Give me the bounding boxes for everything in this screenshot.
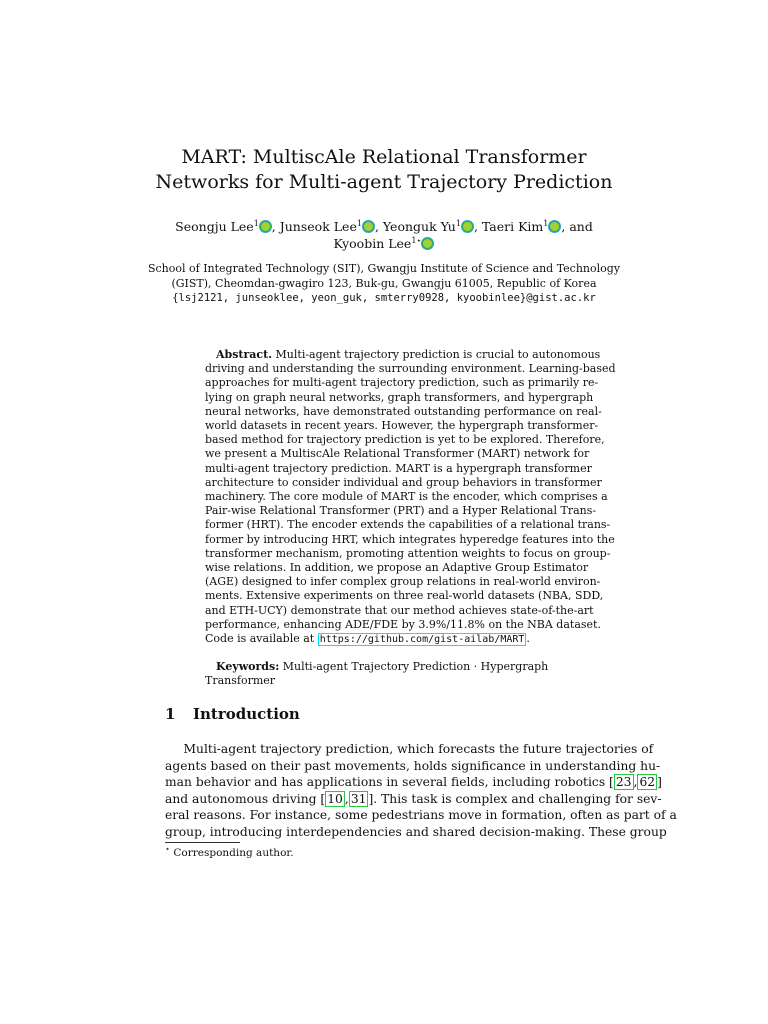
orcid-icon[interactable] <box>422 238 433 249</box>
abstract-line: transformer mechanism, promoting attention weights to focus on group- <box>205 546 611 560</box>
intro-paragraph <box>165 741 677 840</box>
section-title: Introduction <box>193 705 300 723</box>
citation-link[interactable]: 31 <box>350 791 367 806</box>
affiliation-line-2: (GIST), Cheomdan-gwagiro 123, Buk-gu, Gwangju 61005, Republic of Korea <box>171 276 597 290</box>
affiliation-line-1: School of Integrated Technology (SIT), Gwangju Institute of Science and Technology <box>147 262 621 275</box>
citation-link[interactable]: 10 <box>327 791 343 806</box>
author-line-2 <box>130 235 638 252</box>
abstract-line: we present a MultiscAle Relational Transformer (MART) network for <box>205 447 590 461</box>
footnote-mark: ⋆ <box>165 844 171 854</box>
keywords <box>205 660 567 688</box>
author-name: Yeonguk Yu <box>382 219 456 234</box>
title-line-2: Networks for Multi-agent Trajectory Prediction <box>155 171 613 193</box>
section-number: 1 <box>165 705 176 723</box>
abstract-line: former by introducing HRT, which integrates hyperedge features into the <box>205 532 615 546</box>
section-heading <box>165 704 300 724</box>
citation-link[interactable]: 23 <box>615 775 632 789</box>
abstract-line: wise relations. In addition, we propose an Adaptive Group Estimator <box>205 561 589 575</box>
intro-line: group, introducing interdependencies and shared decision-making. These group <box>165 824 667 839</box>
author-affil-mark: 1 <box>455 218 461 228</box>
orcid-icon[interactable] <box>363 221 374 232</box>
abstract-line: and ETH-UCY) demonstrate that our method achieves state-of-the-art <box>205 603 594 617</box>
author-emails: {lsj2121, junseoklee, yeon_guk, smterry0928, kyoobinlee}@gist.ac.kr <box>172 292 596 304</box>
intro-line: man behavior and has applications in several fields, including robotics [ 23 , 62 ] <box>165 775 662 789</box>
abstract-line: (AGE) designed to infer complex group relations in real-world environ- <box>205 575 601 589</box>
orcid-icon[interactable] <box>462 221 473 232</box>
keywords-label: Keywords: <box>216 660 280 673</box>
orcid-icon[interactable] <box>260 221 271 232</box>
footnote-text: Corresponding author. <box>173 847 294 859</box>
abstract-line: Abstract. Multi-agent trajectory prediction is crucial to autonomous <box>216 348 601 361</box>
author-name: Taeri Kim <box>481 219 544 234</box>
citation-link[interactable]: 62 <box>639 775 656 789</box>
intro-line: Multi-agent trajectory prediction, which forecasts the future trajectories of <box>183 742 654 756</box>
abstract-line: ments. Extensive experiments on three real-world datasets (NBA, SDD, <box>205 589 604 603</box>
abstract-line: neural networks, have demonstrated outstanding performance on real- <box>205 404 602 418</box>
keywords-text: Multi-agent Trajectory Prediction · Hypergraph Transformer <box>205 660 549 687</box>
abstract-line: world datasets in recent years. However, the hypergraph transformer- <box>205 419 599 433</box>
abstract-line: performance, enhancing ADE/FDE by 3.9%/11.8% on the NBA dataset. <box>205 617 601 631</box>
footnote-rule <box>165 842 240 843</box>
author-name: Kyoobin Lee <box>333 236 412 251</box>
abstract-line: Pair-wise Relational Transformer (PRT) and a Hyper Relational Trans- <box>205 504 597 518</box>
abstract-code-line: Code is available at https://github.com/gist-ailab/MART . <box>205 632 530 646</box>
author-list <box>130 218 638 252</box>
paper-title <box>120 145 648 195</box>
abstract <box>205 348 616 647</box>
author-name: Seongju Lee <box>175 219 254 234</box>
footnote <box>165 846 294 860</box>
abstract-line: approaches for multi-agent trajectory prediction, such as primarily re- <box>205 376 599 390</box>
intro-line: and autonomous driving [ 10 , 31 ]. This task is complex and challenging for sev- <box>165 791 662 806</box>
abstract-line: lying on graph neural networks, graph transformers, and hypergraph <box>205 390 594 404</box>
code-link[interactable]: https://github.com/gist-ailab/MART <box>319 634 525 646</box>
affiliation <box>110 262 658 306</box>
abstract-line: former (HRT). The encoder extends the capabilities of a relational trans- <box>205 518 611 532</box>
author-affil-mark: 1 <box>356 218 362 228</box>
abstract-line: machinery. The core module of MART is the encoder, which comprises a <box>205 490 608 504</box>
author-affil-mark: 1 <box>543 218 549 228</box>
abstract-line: driving and understanding the surrounding environment. Learning-based <box>205 362 616 376</box>
abstract-line: multi-agent trajectory prediction. MART is a hypergraph transformer <box>205 461 592 475</box>
intro-line: eral reasons. For instance, some pedestrians move in formation, often as part of a <box>165 808 677 822</box>
title-line-1: MART: MultiscAle Relational Transformer <box>181 146 587 168</box>
intro-line: agents based on their past movements, holds significance in understanding hu- <box>165 758 661 773</box>
abstract-line: architecture to consider individual and group behaviors in transformer <box>205 475 602 489</box>
author-affil-mark: 1 <box>253 218 259 228</box>
author-name: Junseok Lee <box>279 219 357 234</box>
author-connector: and <box>569 219 593 234</box>
orcid-icon[interactable] <box>549 221 560 232</box>
abstract-label: Abstract. <box>216 348 273 361</box>
author-affil-mark: 1⋆ <box>411 235 422 245</box>
author-line-1: Seongju Lee$^1$ , Junseok Lee$^1$ , Yeonguk Yu$^1$ , Taeri Kim$^1$ , and <box>175 218 593 234</box>
abstract-line: based method for trajectory prediction is yet to be explored. Therefore, <box>205 433 605 447</box>
